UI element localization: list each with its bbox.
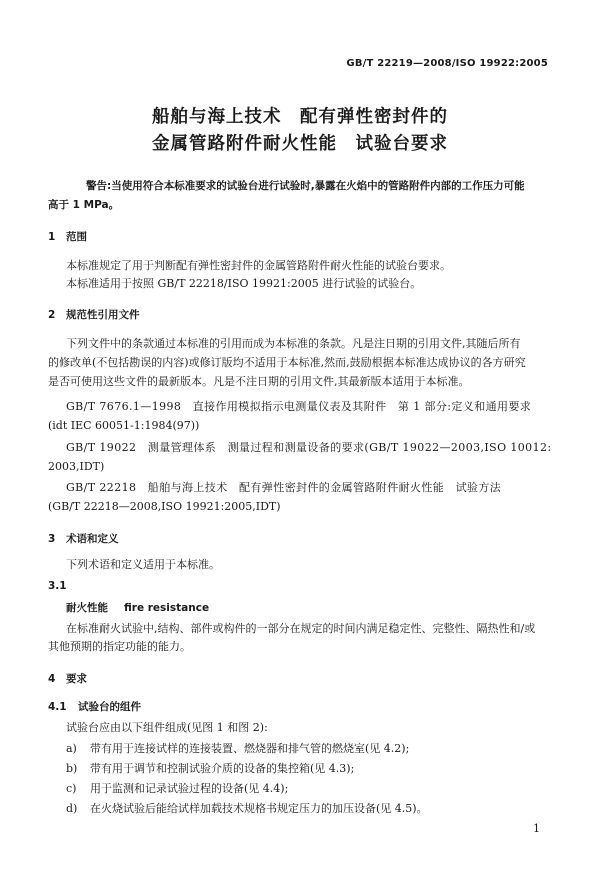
standard-code: GB/T 22219—2008/ISO 19922:2005	[346, 58, 548, 69]
reference-1-line-2: (idt IEC 60051-1:1984(97))	[48, 419, 200, 432]
subsection-4-1-title: 试验台的组件	[78, 701, 141, 713]
reference-3-line-2: (GB/T 22218—2008,ISO 19921:2005,IDT)	[48, 500, 281, 513]
definition-line-1: 在标准耐火试验中,结构、部件或构件的一部分在规定的时间内满足稳定性、完整性、隔热性和/或	[66, 622, 536, 635]
reference-1-line-1: GB/T 7676.1—1998 直接作用模拟指示电测量仪表及其附件 第 1 部分:定义和通用要求	[66, 400, 532, 413]
section-4-number: 4	[48, 673, 56, 685]
warning-line-1: 警告:当使用符合本标准要求的试验台进行试验时,暴露在火焰中的管路附件内部的工作压力可能	[86, 180, 525, 192]
term-chinese: 耐火性能	[66, 602, 108, 614]
section-4-intro: 试验台应由以下组件组成(见图 1 和图 2):	[66, 721, 268, 734]
page-number: 1	[533, 822, 540, 835]
title-line-1: 船舶与海上技术 配有弹性密封件的	[152, 107, 448, 127]
section-2-number: 2	[48, 309, 56, 321]
definition-line-2: 其他预期的指定功能的能力。	[48, 640, 191, 653]
list-item-text: 用于监测和记录试验过程的设备(见 4.4);	[90, 782, 289, 795]
list-item-label: d)	[66, 802, 78, 815]
section-2-intro-line-3: 是否可使用这些文件的最新版本。凡是不注日期的引用文件,其最新版本适用于本标准。	[48, 375, 470, 388]
section-1-paragraph-2: 本标准适用于按照 GB/T 22218/ISO 19921:2005 进行试验的试验台。	[66, 277, 422, 290]
list-item-label: c)	[66, 782, 77, 795]
section-1-number: 1	[48, 231, 56, 243]
section-4-title: 要求	[66, 673, 87, 685]
reference-2-line-2: 2003,IDT)	[48, 460, 105, 473]
section-1-paragraph-1: 本标准规定了用于判断配有弹性密封件的金属管路附件耐火性能的试验台要求。	[66, 259, 451, 272]
title-line-2: 金属管路附件耐火性能 试验台要求	[152, 134, 448, 154]
section-2-intro-line-2: 的修改单(不包括勘误的内容)或修订版均不适用于本标准,然而,鼓励根据本标准达成协议的各方研究	[48, 356, 526, 369]
list-item-text: 带有用于调节和控制试验介质的设备的集控箱(见 4.3);	[90, 762, 355, 775]
reference-2-line-1: GB/T 19022 测量管理体系 测量过程和测量设备的要求(GB/T 19022—2003,ISO 10012:	[66, 441, 552, 454]
reference-3-line-1: GB/T 22218 船舶与海上技术 配有弹性密封件的金属管路附件耐火性能 试验方法	[66, 481, 502, 494]
subsection-4-1-number: 4.1	[48, 701, 67, 713]
section-3-title: 术语和定义	[66, 533, 119, 545]
section-3-number: 3	[48, 533, 56, 545]
list-item-text: 带有用于连接试样的连接装置、燃烧器和排气管的燃烧室(见 4.2);	[90, 742, 410, 755]
section-3-intro: 下列术语和定义适用于本标准。	[66, 558, 220, 571]
list-item-label: b)	[66, 762, 78, 775]
section-2-intro-line-1: 下列文件中的条款通过本标准的引用而成为本标准的条款。凡是注日期的引用文件,其随后所有	[66, 337, 521, 350]
list-item-text: 在火烧试验后能给试样加载技术规格书规定压力的加压设备(见 4.5)。	[90, 802, 428, 815]
section-1-title: 范围	[66, 231, 87, 243]
term-english: fire resistance	[124, 602, 210, 614]
list-item-label: a)	[66, 742, 77, 755]
warning-line-2: 高于 1 MPa。	[48, 199, 120, 211]
subsection-3-1-number: 3.1	[48, 580, 67, 592]
section-2-title: 规范性引用文件	[66, 309, 140, 321]
